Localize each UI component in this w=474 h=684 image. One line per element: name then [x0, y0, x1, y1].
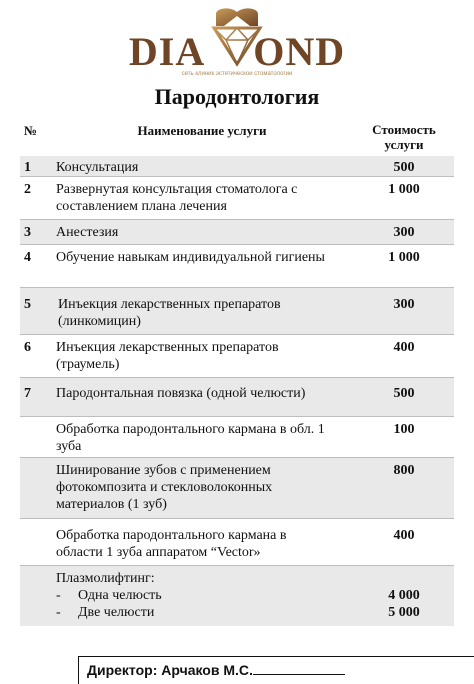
table-row: Шинирование зубов с применением фотокомпозита и стекловолоконных материалов (1 зуб) 800 [20, 458, 454, 518]
clinic-logo [0, 0, 474, 80]
col-price-header: Стоимость услуги [372, 122, 436, 152]
table-row: Плазмолифтинг: - Одна челюсть 4 000 - Две челюсти 5 000 [20, 566, 454, 626]
table-row: 3 Анестезия 300 [20, 220, 454, 244]
col-num-header: № [24, 123, 38, 138]
col-name-header: Наименование услуги [137, 123, 267, 138]
director-signature-line: Директор: Арчаков М.С. [78, 656, 474, 684]
table-row: 1 Консультация 500 [20, 156, 454, 176]
sub-item: - Одна челюсть 4 000 [56, 588, 420, 603]
table-row: 5 Инъекция лекарственных препаратов (линкомицин) 300 [20, 288, 454, 334]
table-header-row [20, 116, 454, 156]
table-row: 4 Обучение навыкам индивидуальной гигиены 1 000 [24, 250, 420, 265]
brand-tagline: сеть клиник эстетической стоматологии [181, 71, 293, 77]
signature-blank [253, 662, 345, 675]
table-row: 6 Инъекция лекарственных препаратов (траумель) 400 [24, 340, 415, 372]
table-row: Обработка пародонтального кармана в области 1 зуба аппаратом “Vector» 400 [56, 528, 415, 560]
brand-name: DIA OND [128, 29, 346, 74]
table-row: Обработка пародонтального кармана в обл. 1 зуба 100 [56, 422, 415, 454]
price-table [20, 116, 454, 626]
table-row: 2 Развернутая консультация стоматолога с составлением плана лечения 1 000 [24, 182, 420, 214]
table-row: 7 Пародонтальная повязка (одной челюсти) 500 [20, 378, 454, 416]
sub-item: - Две челюсти 5 000 [56, 605, 420, 620]
page-title: Пародонтология [154, 84, 320, 109]
